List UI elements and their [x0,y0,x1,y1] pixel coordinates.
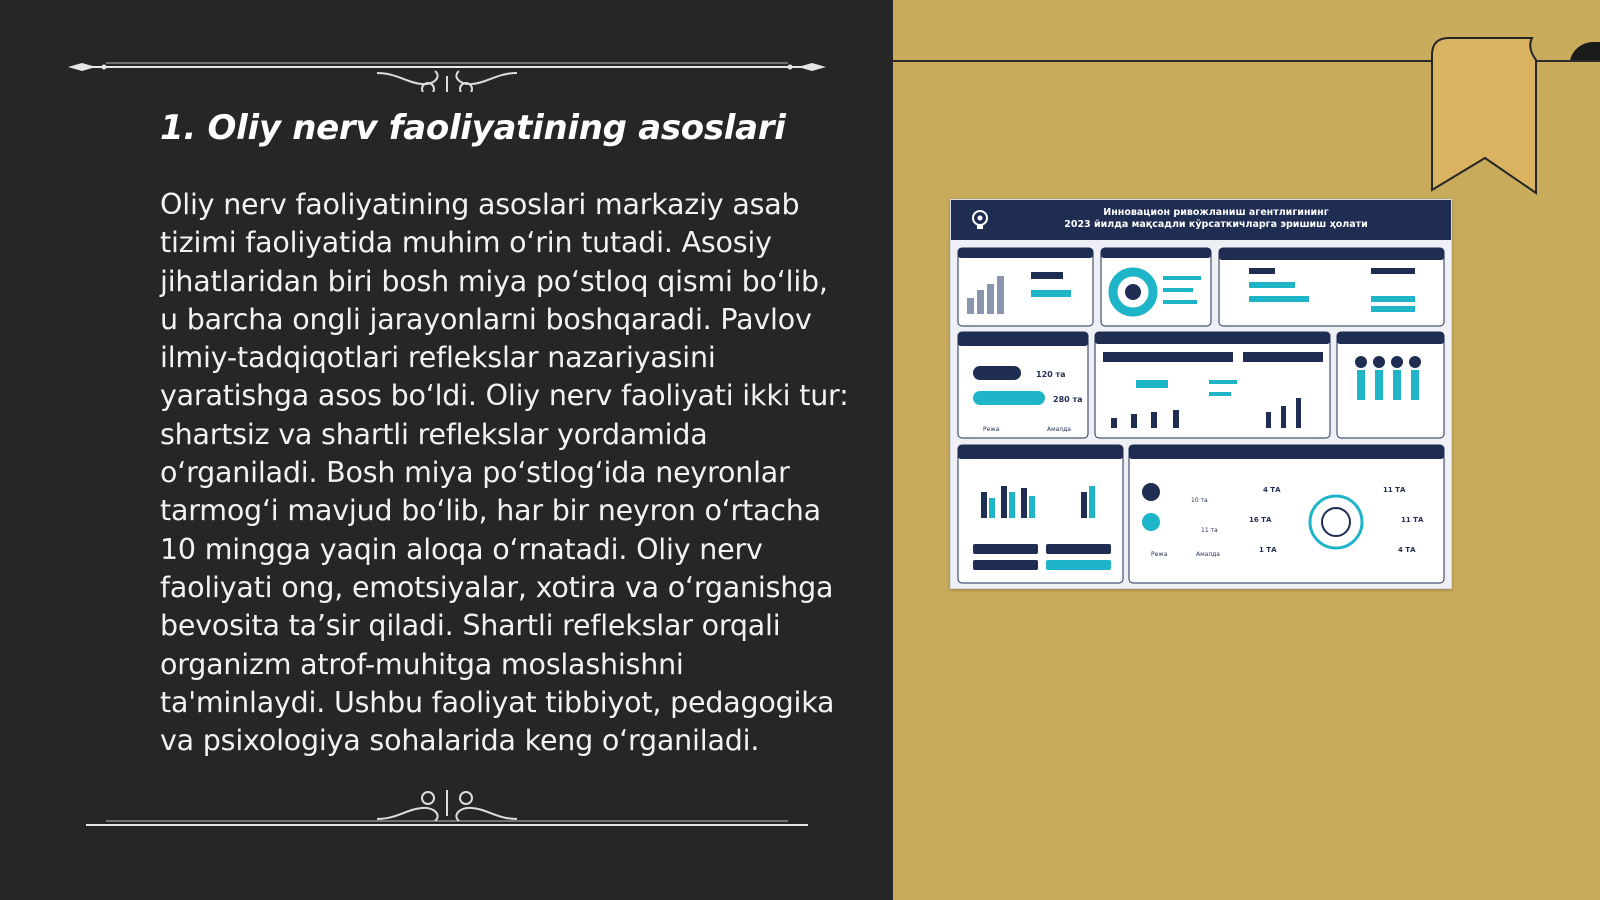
infographic-title [1011,207,1421,231]
stat-16ta: 16 ТА [1249,516,1272,524]
stat-4ta-left: 4 ТА [1263,486,1281,494]
top-ornament [66,42,828,92]
slide-body-text: Oliy nerv faoliyatining asoslari markaziy asab tizimi faoliyatida muhim o‘rin tutadi. Asosiy jihatlaridan biri bosh miya po‘stloq qismi bo‘lib, u barcha ongli jarayonlarni boshqaradi. Pavlov ilmiy-tadqiqotlari reflekslar nazariyasini yaratishga asos bo‘ldi. Oliy nerv faoliyati ikki tur: shartsiz va shartli reflekslar yordamida o‘rganiladi. Bosh miya po‘stlog‘ida neyronlar tarmog‘i mavjud bo‘lib, har bir neyron o‘rtacha 10 mingga yaqin aloqa o‘rnatadi. Oliy nerv faoliyati ong, emotsiyalar, xotira va o‘rganishga bevosita ta’sir qiladi. Shartli reflekslar orqali organizm atrof-muhitga moslashishni ta'minlaydi. Ushbu faoliyat tibbiyot, pedagogika va psixologiya sohalarida keng o‘rganiladi. [160,188,849,758]
infographic-header [951,200,1451,240]
legend-plan: Режа [983,426,1000,433]
stat-10: 10 та [1191,497,1208,504]
stat-1ta: 1 ТА [1259,546,1277,554]
stat-11ta-1: 11 ТА [1383,486,1406,494]
bottom-ornament [66,776,828,826]
legend-fact-2: Амалда [1196,551,1220,558]
stat-4ta-right: 4 ТА [1398,546,1416,554]
stat-11ta-2: 11 ТА [1401,516,1424,524]
stat-120: 120 та [1036,370,1066,379]
infographic-panels [951,240,1451,588]
stat-11a: 11 та [1201,527,1218,534]
legend-plan-2: Режа [1151,551,1168,558]
stat-280: 280 та [1053,395,1083,404]
infographic-title-line-1: Инновацион ривожланиш агентлигининг [1103,207,1329,218]
slide-title: 1. Oliy nerv faoliyatining asoslari [160,108,786,148]
bookmark-ribbon-icon [1430,30,1600,205]
legend-fact: Амалда [1047,426,1071,433]
infographic-image [950,199,1452,589]
infographic-title-line-2: 2023 йилда мақсадли кўрсаткичларга эришиш ҳолати [1064,219,1368,230]
lightbulb-gear-icon [969,208,991,232]
